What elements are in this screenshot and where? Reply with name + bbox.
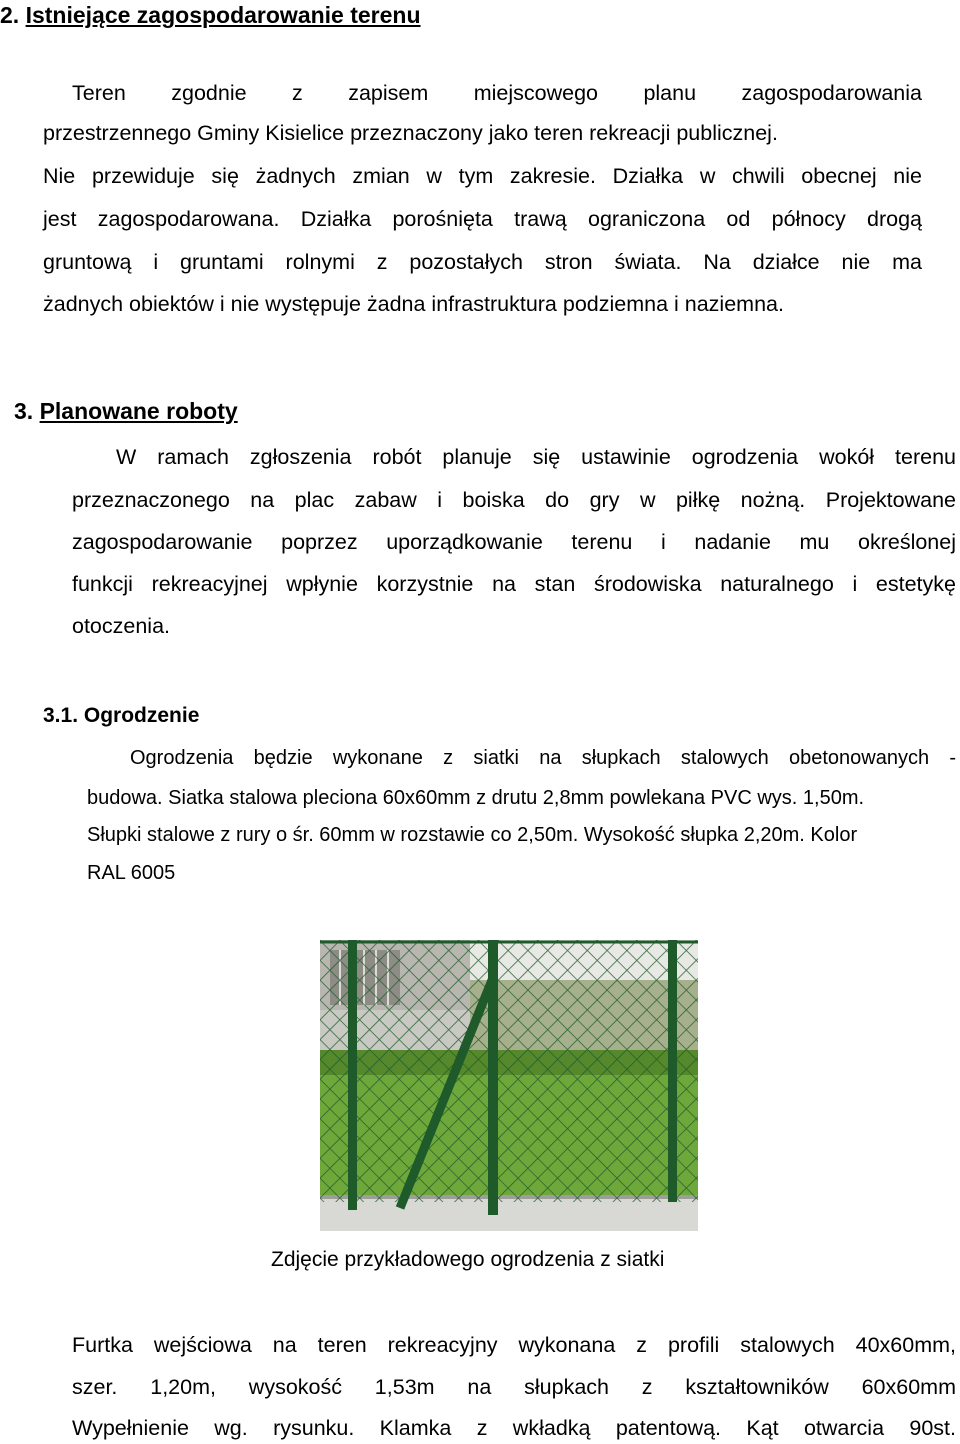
fence-photo bbox=[320, 940, 698, 1231]
section-2-number: 2. bbox=[0, 2, 20, 28]
fence-photo-image bbox=[320, 940, 698, 1231]
section-2-line: żadnych obiektów i nie występuje żadna infrastruktura podziemna i naziemna. bbox=[43, 292, 784, 316]
section-2-line: Teren zgodnie z zapisem miejscowego planu zagospodarowania bbox=[72, 81, 922, 105]
gate-line: szer. 1,20m, wysokość 1,53m na słupkach z kształtowników 60x60mm bbox=[72, 1375, 956, 1399]
gate-line: Wypełnienie wg. rysunku. Klamka z wkładką patentową. Kąt otwarcia 90st. bbox=[72, 1416, 956, 1440]
section-3-heading bbox=[14, 398, 238, 425]
section-3-1-line: Słupki stalowe z rury o śr. 60mm w rozstawie co 2,50m. Wysokość słupka 2,20m. Kolor bbox=[87, 824, 858, 846]
section-3-line: otoczenia. bbox=[72, 614, 171, 638]
section-3-1-line: Ogrodzenia będzie wykonane z siatki na słupkach stalowych obetonowanych - bbox=[130, 747, 956, 769]
section-3-line: zagospodarowanie poprzez uporządkowanie terenu i nadanie mu określonej bbox=[72, 530, 956, 554]
section-3-number: 3. bbox=[14, 398, 34, 424]
section-2-line: jest zagospodarowana. Działka porośnięta trawą ograniczona od północy drogą bbox=[43, 207, 922, 231]
section-3-line: funkcji rekreacyjnej wpłynie korzystnie na stan środowiska naturalnego i estetykę bbox=[72, 572, 956, 596]
section-3-1-line: budowa. Siatka stalowa pleciona 60x60mm z drutu 2,8mm powlekana PVC wys. 1,50m. bbox=[87, 787, 865, 809]
section-2-line: gruntową i gruntami rolnymi z pozostałych stron świata. Na działce nie ma bbox=[43, 250, 922, 274]
section-3-line: W ramach zgłoszenia robót planuje się ustawinie ogrodzenia wokół terenu bbox=[116, 445, 956, 469]
section-2-line: Nie przewiduje się żadnych zmian w tym zakresie. Działka w chwili obecnej nie bbox=[43, 164, 922, 188]
section-2-title: Istniejące zagospodarowanie terenu bbox=[25, 2, 421, 28]
photo-mesh bbox=[320, 940, 698, 1202]
section-2-line: przestrzennego Gminy Kisielice przeznaczony jako teren rekreacji publicznej. bbox=[43, 121, 778, 145]
photo-caption: Zdjęcie przykładowego ogrodzenia z siatki bbox=[271, 1248, 665, 1271]
gate-line: Furtka wejściowa na teren rekreacyjny wykonana z profili stalowych 40x60mm, bbox=[72, 1333, 956, 1357]
section-3-1-heading: 3.1. Ogrodzenie bbox=[43, 704, 200, 727]
photo-post bbox=[668, 940, 677, 1202]
photo-post bbox=[348, 940, 357, 1210]
section-2-heading bbox=[0, 2, 421, 29]
section-3-title: Planowane roboty bbox=[39, 398, 238, 424]
section-3-1-line: RAL 6005 bbox=[87, 862, 176, 884]
section-3-line: przeznaczonego na plac zabaw i boiska do gry w piłkę nożną. Projektowane bbox=[72, 488, 956, 512]
